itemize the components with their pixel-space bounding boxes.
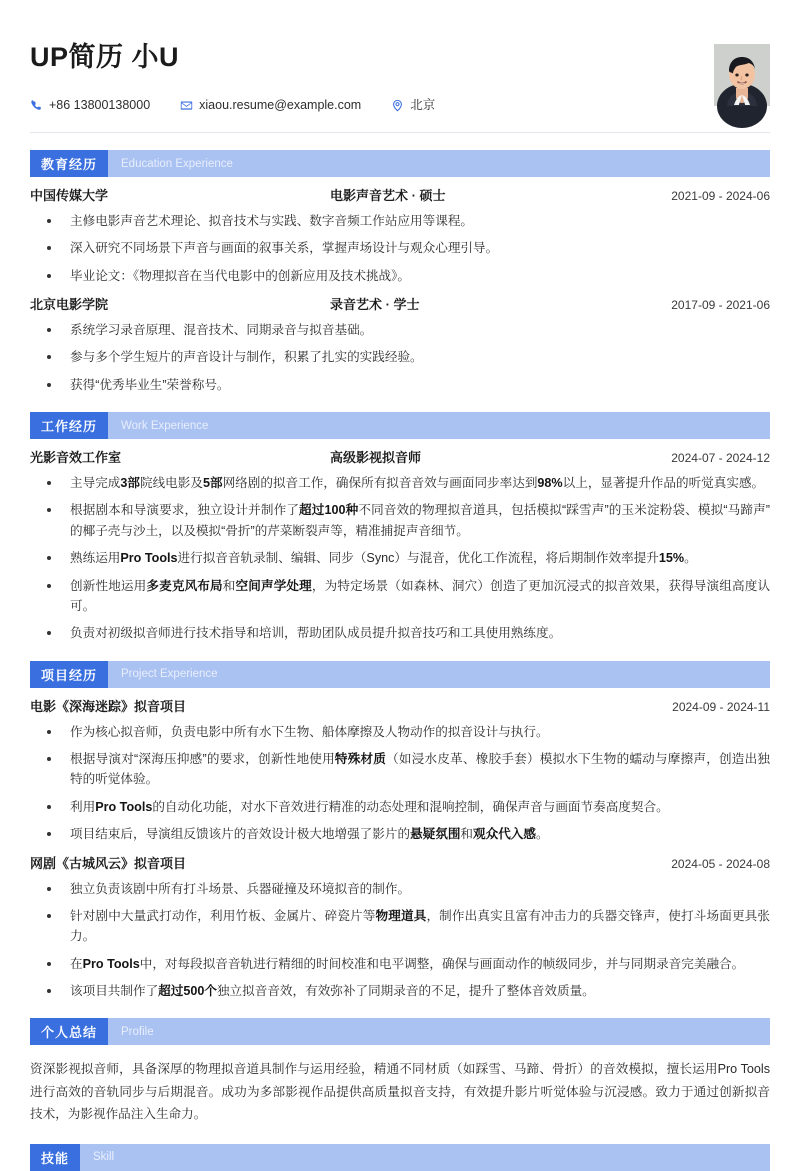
avatar xyxy=(714,44,770,106)
contact-row xyxy=(30,99,770,122)
section-skill xyxy=(30,1144,770,1171)
section-title-cn: 项目经历 xyxy=(30,661,108,688)
bullet-highlight: 超过100种 xyxy=(299,503,359,518)
resume-header xyxy=(30,0,770,133)
entry-date-range: 2021-09 - 2024-06 xyxy=(671,189,770,204)
bullet-text: 网络剧的拟音工作，确保所有拟音音效与画面同步率达到 xyxy=(222,476,538,491)
entry-organization: 网剧《古城风云》拟音项目 xyxy=(30,855,187,871)
bullet-text: 。 xyxy=(684,551,697,566)
section-profile xyxy=(30,1018,770,1125)
bullet-text: ，制作出真实且富有冲击力的兵器交锋声，使打斗场面更具张力。 xyxy=(70,908,771,944)
bullet-highlight: 98% xyxy=(537,476,563,491)
entry-date-range: 2024-09 - 2024-11 xyxy=(672,699,770,714)
entry-date-range: 2017-09 - 2021-06 xyxy=(671,298,770,313)
entry-bullet-list xyxy=(30,320,770,395)
bullet-highlight: 悬疑氛围 xyxy=(410,827,461,842)
section-title-en: Work Experience xyxy=(121,419,209,432)
bullet-highlight: Pro Tools xyxy=(95,799,153,814)
bullet-text: 作为核心拟音师，负责电影中所有水下生物、船体摩擦及人物动作的拟音设计与执行。 xyxy=(70,724,549,739)
candidate-name: UP简历 小U xyxy=(30,42,180,72)
section-title-cn: 个人总结 xyxy=(30,1018,108,1045)
sections-root xyxy=(30,150,770,1001)
contact-email-text: xiaou.resume@example.com xyxy=(199,98,362,113)
bullet-text: 。 xyxy=(535,827,549,842)
section-header-profile xyxy=(30,1018,770,1045)
bullet-item xyxy=(30,981,770,1001)
bullet-highlight: Pro Tools xyxy=(120,551,178,566)
bullet-item xyxy=(30,749,770,790)
contact-location[interactable] xyxy=(391,99,435,112)
section-header xyxy=(30,150,770,177)
experience-entry xyxy=(30,856,770,1002)
entry-header xyxy=(30,297,770,314)
bullet-text: 该项目共制作了 xyxy=(70,984,159,999)
entry-header xyxy=(30,699,770,716)
bullet-text: ，为特定场景（如森林、洞穴）创造了更加沉浸式的拟音效果，获得导演组高度认可。 xyxy=(70,578,771,614)
section-header xyxy=(30,661,770,688)
entry-role: 电影声音艺术 · 硕士 xyxy=(330,188,446,204)
bullet-highlight: 5部 xyxy=(202,476,223,491)
contact-location-text: 北京 xyxy=(410,98,436,113)
entry-date-range: 2024-07 - 2024-12 xyxy=(671,451,770,466)
bullet-text: 独立拟音音效，有效弥补了同期录音的不足，提升了整体音效质量。 xyxy=(216,984,595,999)
entry-header xyxy=(30,188,770,205)
entry-organization: 北京电影学院 xyxy=(30,297,109,313)
bullet-item xyxy=(30,238,770,258)
bullet-item xyxy=(30,906,770,947)
bullet-item xyxy=(30,375,770,395)
section-title-cn: 技能 xyxy=(30,1144,80,1171)
experience-entry xyxy=(30,188,770,286)
bullet-highlight: 空间声学处理 xyxy=(235,578,312,593)
bullet-item xyxy=(30,500,770,541)
section-project-experience xyxy=(30,661,770,1002)
bullet-highlight: Pro Tools xyxy=(82,956,140,971)
entry-date-range: 2024-05 - 2024-08 xyxy=(671,856,770,871)
entry-bullet-list xyxy=(30,211,770,286)
bullet-text: 创新性地运用 xyxy=(70,578,147,593)
bullet-text: 主修电影声音艺术理论、拟音技术与实践、数字音频工作站应用等课程。 xyxy=(70,213,473,228)
section-title-en: Skill xyxy=(93,1151,115,1164)
bullet-item xyxy=(30,320,770,340)
section-title-en: Profile xyxy=(121,1025,154,1038)
bullet-text: 独立负责该剧中所有打斗场景、兵器碰撞及环境拟音的制作。 xyxy=(70,881,411,896)
section-work-experience xyxy=(30,412,770,644)
bullet-item xyxy=(30,548,770,568)
bullet-item xyxy=(30,879,770,899)
entry-role: 高级影视拟音师 xyxy=(330,450,422,466)
bullet-item xyxy=(30,266,770,286)
bullet-text: 针对剧中大量武打动作，利用竹板、金属片、碎瓷片等 xyxy=(70,908,376,923)
contact-email[interactable] xyxy=(180,99,361,112)
location-pin-icon xyxy=(391,99,404,112)
bullet-text: 不同音效的物理拟音道具，包括模拟“踩雪声”的玉米淀粉袋、模拟“马蹄声”的椰子壳与沙土，以及模拟“骨折”的芹菜断裂声等，精准捕捉声音细节。 xyxy=(70,503,771,538)
bullet-text: 以上，显著提升作品的听觉真实感。 xyxy=(562,476,765,491)
avatar-photo xyxy=(714,44,770,106)
bullet-text: 院线电影及 xyxy=(139,476,203,491)
bullet-text: 和 xyxy=(460,827,473,842)
phone-icon xyxy=(30,99,43,112)
bullet-text: 项目结束后，导演组反馈该片的音效设计极大地增强了影片的 xyxy=(70,827,411,842)
bullet-text: 毕业论文：《物理拟音在当代电影中的创新应用及技术挑战》。 xyxy=(70,268,411,283)
section-header-skill xyxy=(30,1144,770,1171)
section-education-experience xyxy=(30,150,770,395)
bullet-item xyxy=(30,576,770,617)
section-title-en: Education Experience xyxy=(121,157,233,170)
entry-role: 录音艺术 · 学士 xyxy=(330,297,420,313)
bullet-text: （如浸水皮革、橡胶手套）模拟水下生物的蠕动与摩擦声，创造出独特的听觉体验。 xyxy=(70,752,771,787)
bullet-item xyxy=(30,211,770,231)
bullet-text: 和 xyxy=(222,578,236,593)
bullet-item xyxy=(30,824,770,844)
bullet-item xyxy=(30,473,770,493)
bullet-text: 系统学习录音原理、混音技术、同期录音与拟音基础。 xyxy=(70,323,373,337)
entry-header xyxy=(30,450,770,467)
entry-bullet-list xyxy=(30,473,770,644)
section-title-cn: 教育经历 xyxy=(30,150,108,177)
bullet-text: 主导完成 xyxy=(70,476,121,491)
bullet-text: 根据导演对“深海压抑感”的要求，创新性地使用 xyxy=(70,752,335,767)
bullet-item xyxy=(30,347,770,367)
contact-phone[interactable] xyxy=(30,99,150,112)
bullet-text: 负责对初级拟音师进行技术指导和培训，帮助团队成员提升拟音技巧和工具使用熟练度。 xyxy=(70,626,562,641)
bullet-highlight: 观众代入感 xyxy=(473,827,536,842)
bullet-text: 熟练运用 xyxy=(70,551,121,566)
section-title-en: Project Experience xyxy=(121,668,218,681)
entry-organization: 光影音效工作室 xyxy=(30,450,122,466)
entry-bullet-list xyxy=(30,879,770,1002)
experience-entry xyxy=(30,699,770,845)
contact-phone-text: +86 13800138000 xyxy=(49,98,151,113)
bullet-highlight: 超过500个 xyxy=(158,984,217,999)
bullet-text: 在 xyxy=(70,956,83,971)
experience-entry xyxy=(30,450,770,644)
bullet-highlight: 3部 xyxy=(120,476,140,491)
bullet-text: 根据剧本和导演要求，独立设计并制作了 xyxy=(70,503,300,518)
bullet-item xyxy=(30,722,770,742)
entry-organization: 电影《深海迷踪》拟音项目 xyxy=(30,698,187,714)
bullet-text: 进行拟音音轨录制、编辑、同步（Sync）与混音，优化工作流程，将后期制作效率提升 xyxy=(177,551,659,566)
bullet-text: 参与多个学生短片的声音设计与制作，积累了扎实的实践经验。 xyxy=(70,350,423,365)
bullet-text: 利用 xyxy=(70,799,96,814)
envelope-icon xyxy=(180,99,193,112)
entry-bullet-list xyxy=(30,722,770,845)
bullet-highlight: 物理道具 xyxy=(375,908,427,923)
profile-paragraph: 资深影视拟音师，具备深厚的物理拟音道具制作与运用经验，精通不同材质（如踩雪、马蹄、骨折）的音效模拟，擅长运用Pro Tools进行高效的音轨同步与后期混音。成功为多部影视作品提供高质量拟音支持，有效提升影片听觉体验与沉浸感。致力于通过创新拟音技术，为影视作品注入生命力。 xyxy=(30,1062,770,1122)
bullet-highlight: 15% xyxy=(658,551,685,566)
entry-organization: 中国传媒大学 xyxy=(30,188,109,204)
bullet-highlight: 特殊材质 xyxy=(334,752,387,767)
bullet-item xyxy=(30,797,770,817)
bullet-item xyxy=(30,954,770,974)
bullet-item xyxy=(30,623,770,643)
bullet-text: 深入研究不同场景下声音与画面的叙事关系，掌握声场设计与观众心理引导。 xyxy=(70,241,499,256)
section-title-cn: 工作经历 xyxy=(30,412,108,439)
entry-header xyxy=(30,856,770,873)
bullet-text: 的自动化功能，对水下音效进行精准的动态处理和混响控制，确保声音与画面节奏高度契合。 xyxy=(152,799,669,814)
bullet-text: 中，对每段拟音音轨进行精细的时间校准和电平调整，确保与画面动作的帧级同步，并与同期录音完美融合。 xyxy=(139,956,745,971)
bullet-highlight: 多麦克风布局 xyxy=(146,578,223,593)
experience-entry xyxy=(30,297,770,395)
section-header xyxy=(30,412,770,439)
bullet-text: 获得“优秀毕业生”荣誉称号。 xyxy=(70,377,230,392)
